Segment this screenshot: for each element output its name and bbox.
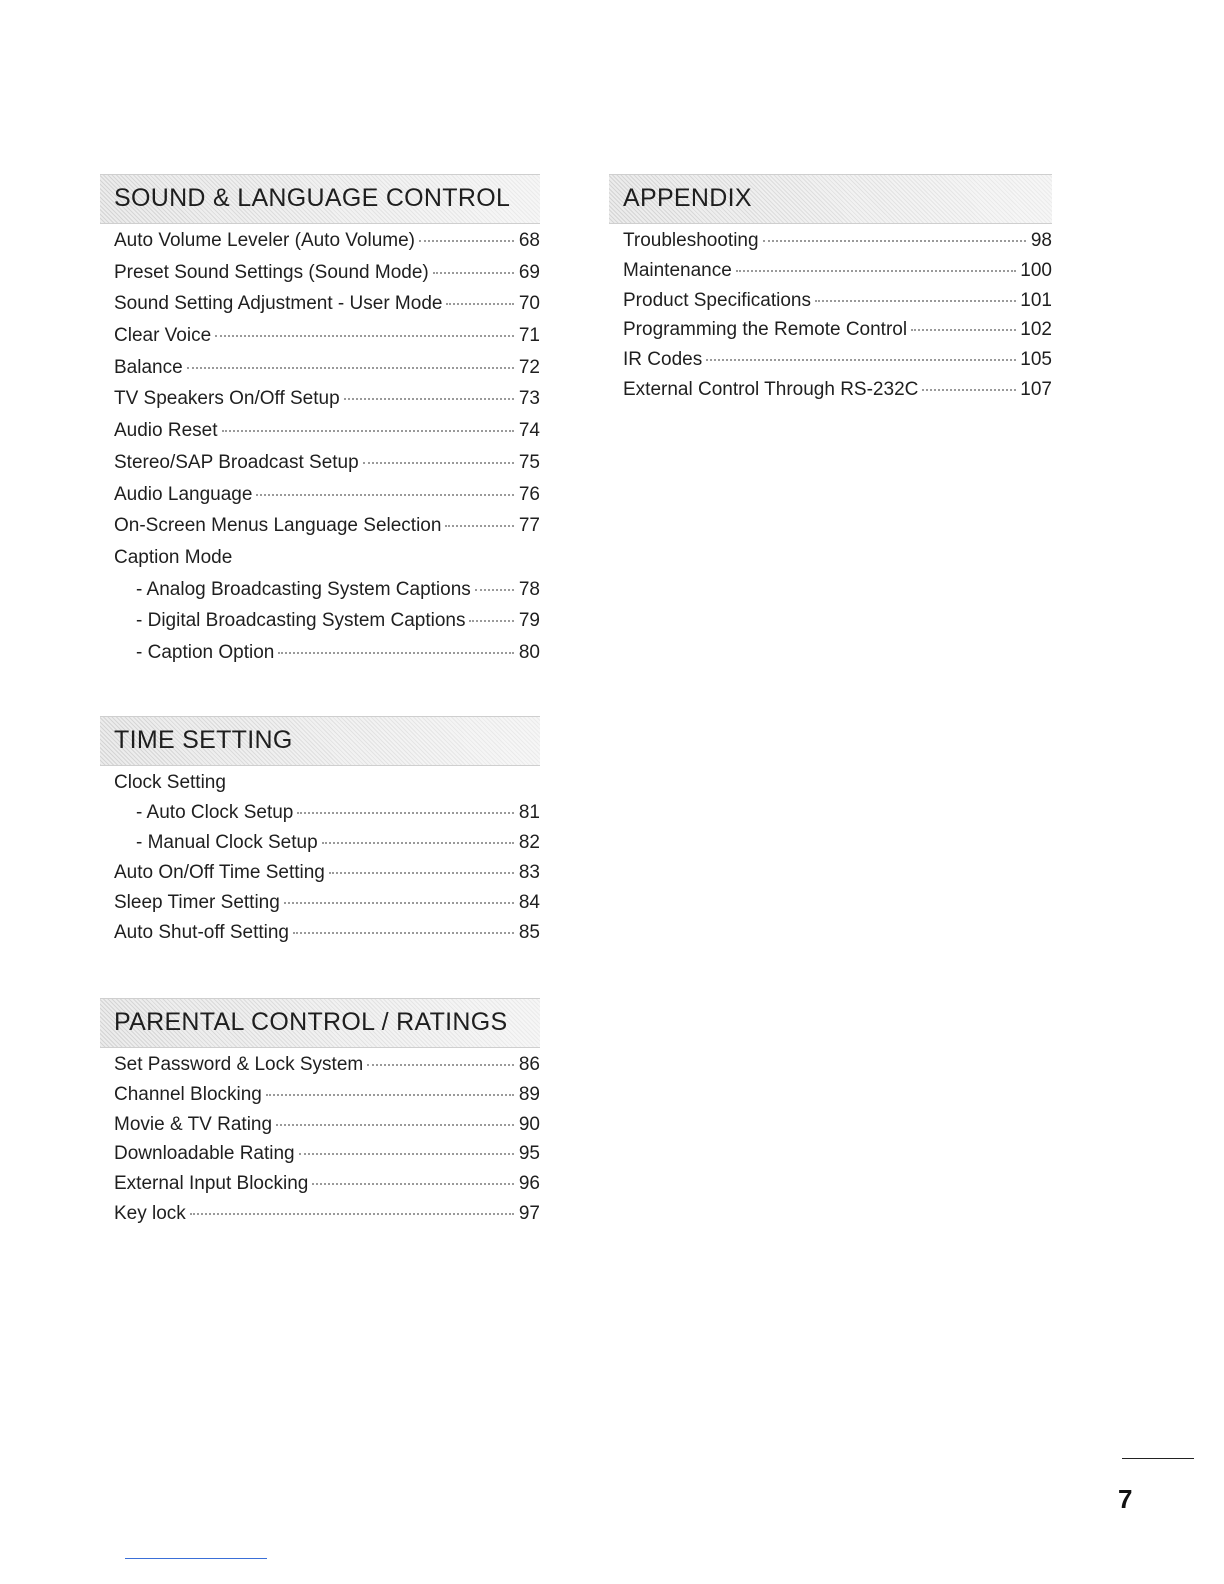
toc-entry-label: External Input Blocking [114,1173,309,1195]
toc-entry-page: 70 [518,293,540,315]
toc-entry-label: Auto Volume Leveler (Auto Volume) [114,230,416,251]
toc-entry[interactable] [114,357,540,389]
toc-entry[interactable] [114,262,540,294]
toc-entry[interactable] [114,1114,540,1144]
toc-entry[interactable] [114,452,540,484]
toc-entry[interactable] [114,1203,540,1233]
dot-leader [299,1153,514,1155]
toc-entry-label: - Caption Option [136,641,275,663]
toc-group-heading [114,772,540,802]
toc-entry-page: 89 [518,1083,540,1105]
toc-entry-page: 98 [1030,230,1052,251]
toc-entry[interactable] [623,349,1052,379]
toc-entry-page: 79 [518,610,540,632]
toc-entry-page: 80 [518,641,540,663]
toc-entry-label: Sound Setting Adjustment - User Mode [114,293,443,315]
toc-entry-page: 73 [518,388,540,410]
toc-sub-entry[interactable] [114,832,540,862]
toc-sub-entry[interactable] [114,579,540,611]
toc-entry[interactable] [623,290,1052,320]
dot-leader [222,430,514,432]
toc-entry-label: Movie & TV Rating [114,1113,273,1135]
toc-entry-label: Key lock [114,1202,186,1224]
dot-leader [215,335,514,337]
dot-leader [363,462,514,464]
toc-entry-label: Auto On/Off Time Setting [114,862,325,883]
dot-leader [469,620,514,622]
toc-entry-page: 83 [518,862,540,883]
section-header [100,174,540,224]
section-sound-language-control [100,174,540,674]
toc-entry-page: 95 [518,1143,540,1165]
toc-entry-label: Channel Blocking [114,1083,262,1105]
toc-list [100,230,540,674]
section-header [100,716,540,766]
toc-entry-label: On-Screen Menus Language Selection [114,515,442,537]
dot-leader [329,872,514,874]
section-header [609,174,1052,224]
toc-entry[interactable] [114,1143,540,1173]
dot-leader [297,812,514,814]
toc-entry-page: 75 [518,451,540,473]
toc-entry-page: 86 [518,1054,540,1075]
toc-entry-label: Sleep Timer Setting [114,892,280,913]
section-title: TIME SETTING [114,726,293,754]
dot-leader [367,1064,514,1066]
toc-entry[interactable] [114,862,540,892]
toc-entry-page: 78 [518,578,540,600]
toc-entry-page: 81 [518,802,540,823]
toc-list [100,772,540,952]
dot-leader [187,367,514,369]
dot-leader [911,329,1016,331]
toc-entry-label: TV Speakers On/Off Setup [114,388,340,410]
toc-entry-label: Clear Voice [114,325,212,347]
toc-entry-label: Clock Setting [114,772,226,793]
toc-entry-label: Audio Reset [114,420,218,442]
toc-entry[interactable] [114,1173,540,1203]
dot-leader [284,902,514,904]
toc-entry-page: 100 [1020,259,1052,281]
toc-entry[interactable] [623,230,1052,260]
dot-leader [922,389,1016,391]
toc-entry-page: 96 [518,1173,540,1195]
toc-entry-page: 85 [518,922,540,943]
toc-entry-page: 97 [518,1202,540,1224]
dot-leader [276,1124,514,1126]
footer-divider [125,1558,267,1559]
toc-entry[interactable] [623,319,1052,349]
section-time-setting [100,716,540,952]
toc-list [609,230,1052,409]
toc-entry-label: - Auto Clock Setup [136,802,294,823]
toc-entry-page: 72 [518,356,540,378]
toc-entry[interactable] [114,420,540,452]
toc-entry-label: - Analog Broadcasting System Captions [136,578,471,600]
toc-sub-entry[interactable] [114,802,540,832]
toc-entry[interactable] [114,515,540,547]
dot-leader [736,270,1017,272]
dot-leader [322,842,514,844]
dot-leader [278,652,514,654]
dot-leader [433,272,514,274]
toc-entry-label: Stereo/SAP Broadcast Setup [114,451,359,473]
toc-entry[interactable] [114,230,540,262]
toc-entry[interactable] [114,1084,540,1114]
page-number-rule [1122,1458,1194,1459]
toc-entry-label: Set Password & Lock System [114,1054,364,1075]
section-appendix [609,174,1052,409]
toc-entry[interactable] [114,484,540,516]
toc-entry[interactable] [114,325,540,357]
toc-entry-label: Product Specifications [623,289,811,311]
dot-leader [446,303,514,305]
toc-list [100,1054,540,1233]
toc-entry-page: 71 [518,325,540,347]
toc-entry-page: 74 [518,420,540,442]
toc-entry-page: 101 [1020,289,1052,311]
dot-leader [815,300,1016,302]
toc-entry[interactable] [114,922,540,952]
dot-leader [763,240,1026,242]
toc-entry-page: 102 [1020,319,1052,341]
toc-entry[interactable] [623,379,1052,409]
toc-entry-label: Auto Shut-off Setting [114,922,289,943]
toc-entry-page: 105 [1020,349,1052,371]
toc-entry-page: 90 [518,1113,540,1135]
toc-entry[interactable] [114,892,540,922]
section-title: APPENDIX [623,184,752,212]
toc-entry-label: Caption Mode [114,546,233,568]
toc-entry[interactable] [114,388,540,420]
toc-entry-label: Preset Sound Settings (Sound Mode) [114,261,429,283]
toc-entry-label: Programming the Remote Control [623,319,908,341]
dot-leader [256,494,514,496]
toc-entry-page: 68 [518,230,540,251]
toc-entry-label: - Digital Broadcasting System Captions [136,610,466,632]
toc-entry-label: IR Codes [623,349,703,371]
dot-leader [312,1183,514,1185]
toc-entry-page: 84 [518,892,540,913]
dot-leader [475,589,514,591]
toc-entry-page: 76 [518,483,540,505]
toc-entry-label: Balance [114,356,183,378]
toc-entry-label: External Control Through RS-232C [623,378,919,400]
toc-entry[interactable] [114,293,540,325]
toc-entry[interactable] [114,1054,540,1084]
dot-leader [266,1094,514,1096]
dot-leader [293,932,514,934]
toc-entry-label: Audio Language [114,483,253,505]
section-header [100,998,540,1048]
toc-entry-label: - Manual Clock Setup [136,832,318,853]
toc-entry-page: 77 [518,515,540,537]
toc-group-heading [114,547,540,579]
toc-entry-label: Maintenance [623,259,732,281]
toc-entry-page: 82 [518,832,540,853]
toc-entry-page: 107 [1020,378,1052,400]
dot-leader [445,525,514,527]
toc-entry[interactable] [623,260,1052,290]
toc-entry-label: Downloadable Rating [114,1143,295,1165]
dot-leader [190,1213,514,1215]
toc-sub-entry[interactable] [114,642,540,674]
dot-leader [706,359,1016,361]
dot-leader [419,240,514,242]
toc-entry-label: Troubleshooting [623,230,759,251]
toc-sub-entry[interactable] [114,610,540,642]
toc-entry-page: 69 [518,261,540,283]
section-parental-control [100,998,540,1233]
page-number: 7 [1118,1484,1133,1514]
dot-leader [344,398,514,400]
section-title: PARENTAL CONTROL / RATINGS [114,1008,508,1036]
section-title: SOUND & LANGUAGE CONTROL [114,184,511,212]
